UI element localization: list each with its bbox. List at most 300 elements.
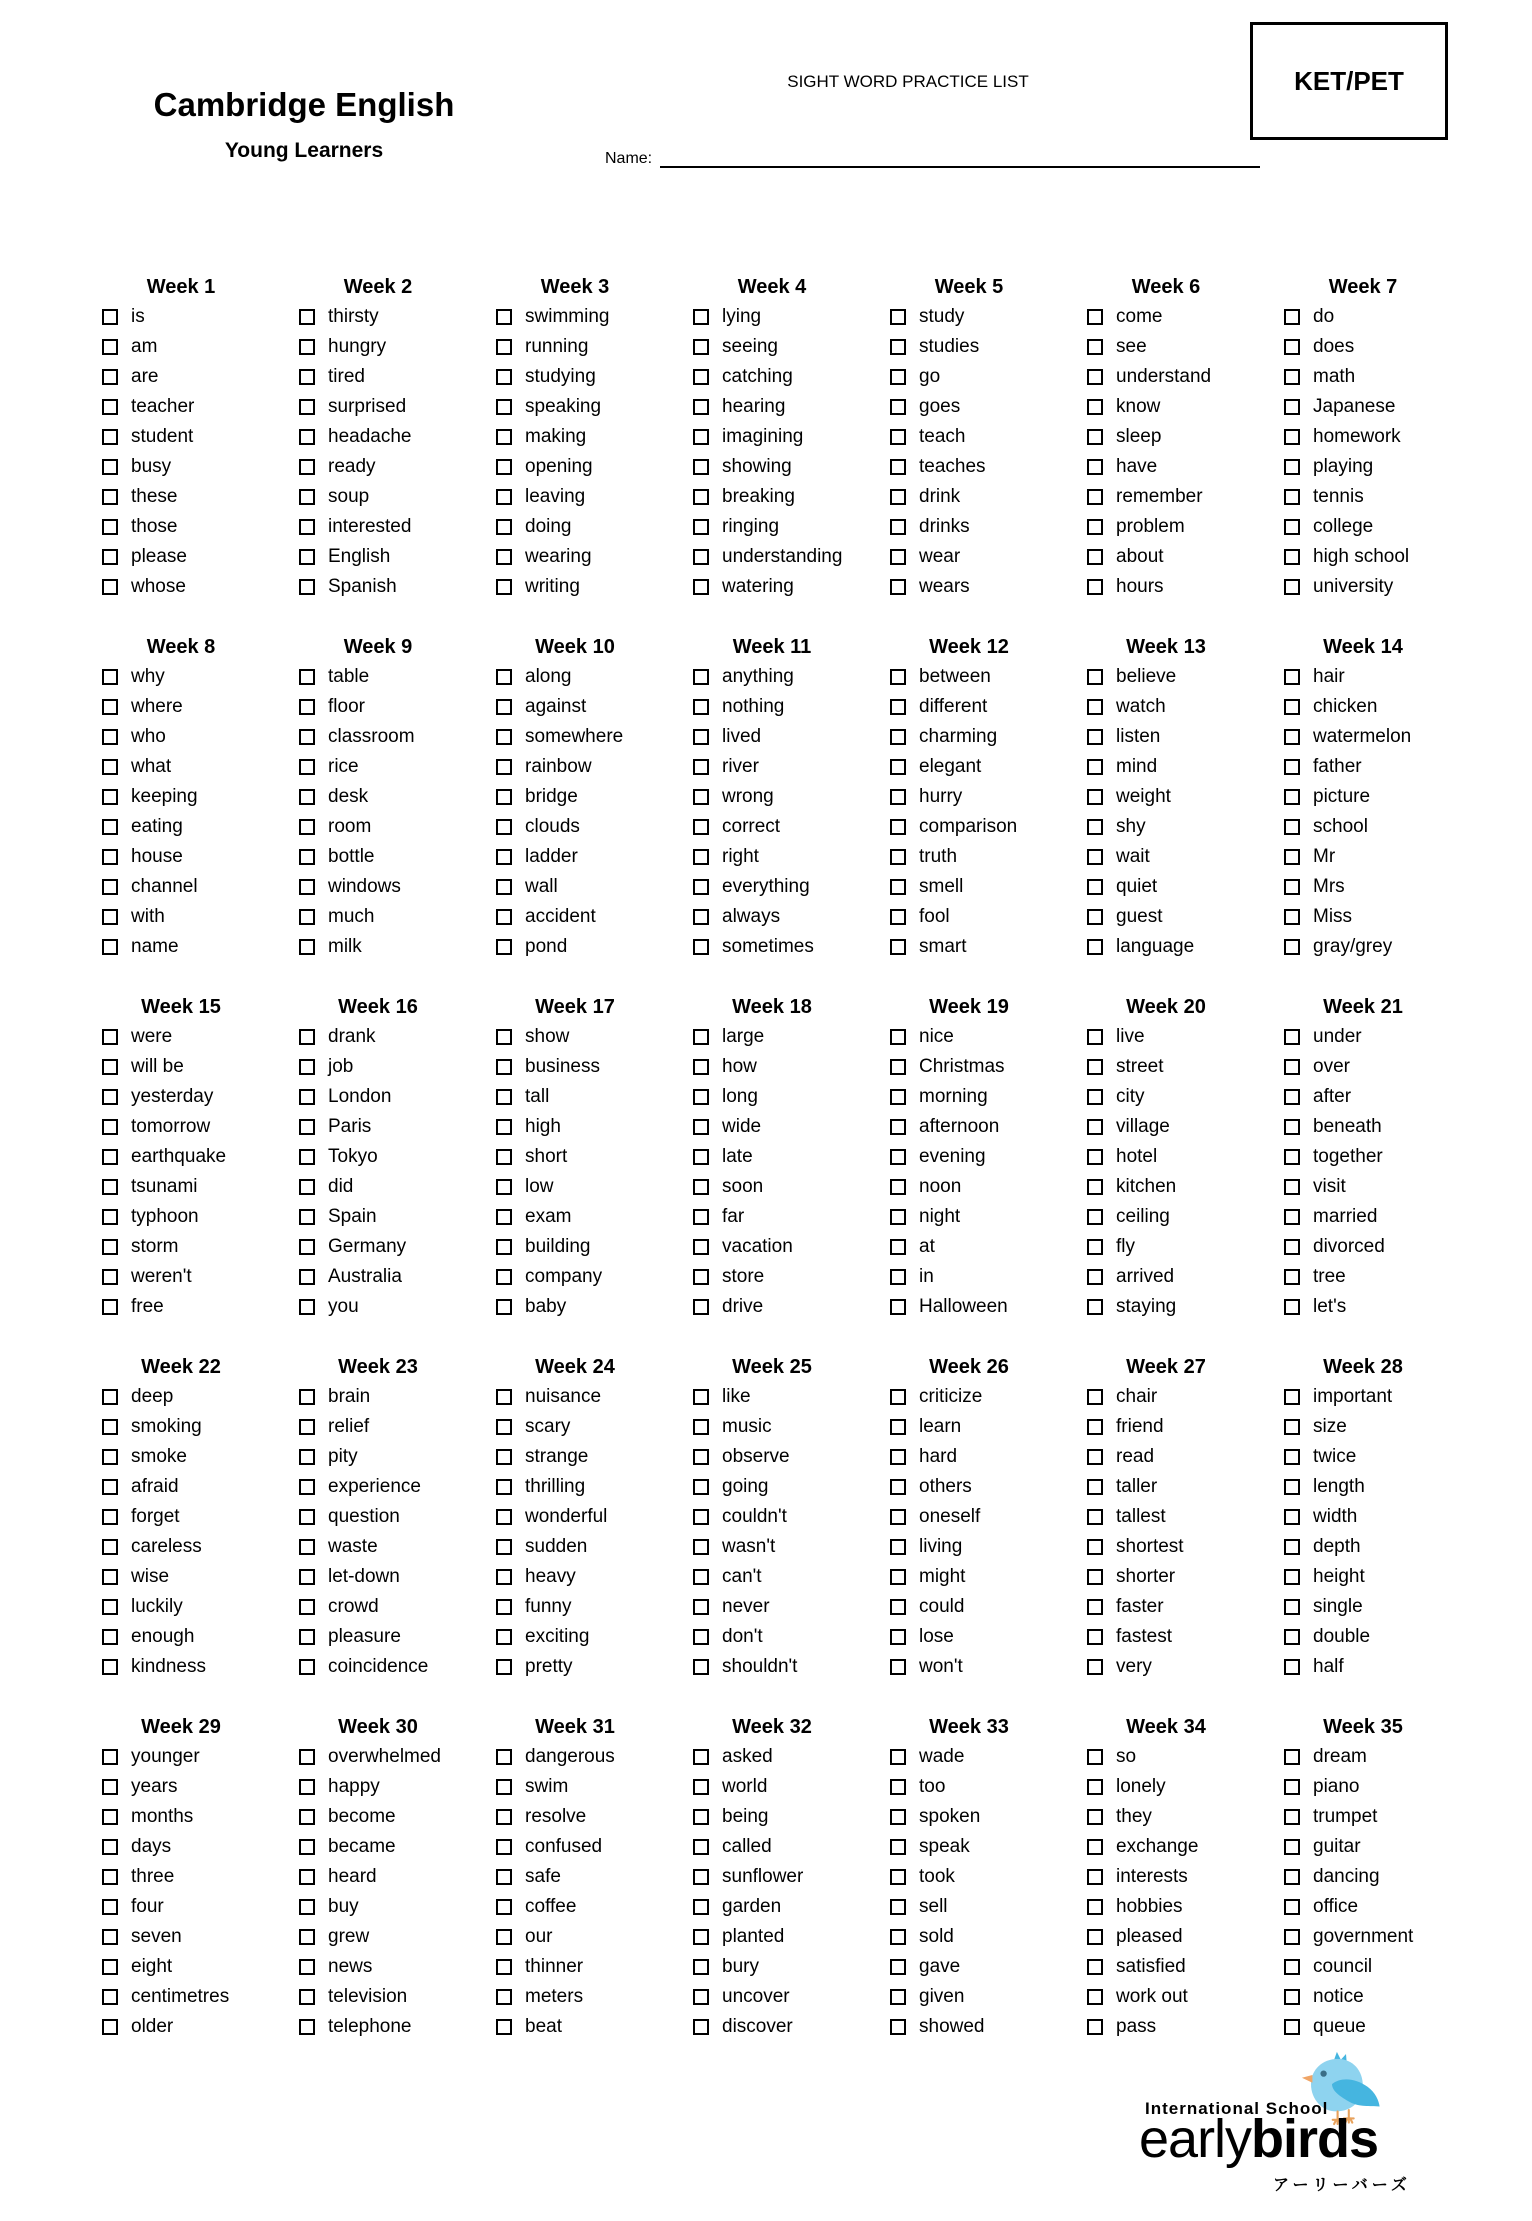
word-checkbox[interactable]: [890, 1509, 906, 1525]
word-checkbox[interactable]: [693, 1029, 709, 1045]
word-checkbox[interactable]: [496, 2019, 512, 2035]
word-checkbox[interactable]: [693, 549, 709, 565]
word-checkbox[interactable]: [890, 1239, 906, 1255]
word-checkbox[interactable]: [693, 1539, 709, 1555]
word-checkbox[interactable]: [1087, 489, 1103, 505]
word-checkbox[interactable]: [1284, 849, 1300, 865]
word-checkbox[interactable]: [1087, 1479, 1103, 1495]
word-checkbox[interactable]: [496, 1239, 512, 1255]
word-checkbox[interactable]: [496, 909, 512, 925]
word-checkbox[interactable]: [890, 369, 906, 385]
word-checkbox[interactable]: [496, 489, 512, 505]
word-checkbox[interactable]: [496, 759, 512, 775]
word-checkbox[interactable]: [1284, 819, 1300, 835]
word-checkbox[interactable]: [693, 459, 709, 475]
word-checkbox[interactable]: [102, 1389, 118, 1405]
word-checkbox[interactable]: [693, 1839, 709, 1855]
word-checkbox[interactable]: [693, 789, 709, 805]
word-checkbox[interactable]: [1087, 1839, 1103, 1855]
word-checkbox[interactable]: [496, 1929, 512, 1945]
word-checkbox[interactable]: [1087, 1239, 1103, 1255]
word-checkbox[interactable]: [496, 1599, 512, 1615]
word-checkbox[interactable]: [890, 1029, 906, 1045]
word-checkbox[interactable]: [1284, 1629, 1300, 1645]
word-checkbox[interactable]: [1087, 1749, 1103, 1765]
word-checkbox[interactable]: [1087, 579, 1103, 595]
word-checkbox[interactable]: [693, 1569, 709, 1585]
word-checkbox[interactable]: [890, 1929, 906, 1945]
word-checkbox[interactable]: [693, 1209, 709, 1225]
word-checkbox[interactable]: [693, 879, 709, 895]
word-checkbox[interactable]: [1087, 1419, 1103, 1435]
word-checkbox[interactable]: [693, 1089, 709, 1105]
word-checkbox[interactable]: [1284, 1209, 1300, 1225]
word-checkbox[interactable]: [693, 429, 709, 445]
word-checkbox[interactable]: [1087, 879, 1103, 895]
word-checkbox[interactable]: [299, 1869, 315, 1885]
word-checkbox[interactable]: [299, 1899, 315, 1915]
word-checkbox[interactable]: [693, 1449, 709, 1465]
word-checkbox[interactable]: [1284, 1239, 1300, 1255]
word-checkbox[interactable]: [1284, 1569, 1300, 1585]
word-checkbox[interactable]: [299, 369, 315, 385]
word-checkbox[interactable]: [890, 1959, 906, 1975]
word-checkbox[interactable]: [693, 1749, 709, 1765]
word-checkbox[interactable]: [1087, 1899, 1103, 1915]
word-checkbox[interactable]: [299, 1779, 315, 1795]
word-checkbox[interactable]: [1087, 669, 1103, 685]
word-checkbox[interactable]: [1284, 1029, 1300, 1045]
word-checkbox[interactable]: [496, 1269, 512, 1285]
word-checkbox[interactable]: [299, 1749, 315, 1765]
word-checkbox[interactable]: [890, 849, 906, 865]
word-checkbox[interactable]: [890, 939, 906, 955]
word-checkbox[interactable]: [1087, 1179, 1103, 1195]
word-checkbox[interactable]: [102, 1029, 118, 1045]
word-checkbox[interactable]: [299, 1659, 315, 1675]
word-checkbox[interactable]: [1087, 519, 1103, 535]
word-checkbox[interactable]: [1087, 1809, 1103, 1825]
word-checkbox[interactable]: [102, 549, 118, 565]
word-checkbox[interactable]: [496, 939, 512, 955]
word-checkbox[interactable]: [693, 939, 709, 955]
word-checkbox[interactable]: [890, 1899, 906, 1915]
word-checkbox[interactable]: [299, 939, 315, 955]
word-checkbox[interactable]: [496, 309, 512, 325]
word-checkbox[interactable]: [1087, 1569, 1103, 1585]
word-checkbox[interactable]: [496, 1779, 512, 1795]
word-checkbox[interactable]: [496, 1509, 512, 1525]
word-checkbox[interactable]: [1087, 1539, 1103, 1555]
word-checkbox[interactable]: [1284, 1539, 1300, 1555]
word-checkbox[interactable]: [890, 1089, 906, 1105]
word-checkbox[interactable]: [890, 1209, 906, 1225]
word-checkbox[interactable]: [890, 1749, 906, 1765]
word-checkbox[interactable]: [1284, 1059, 1300, 1075]
word-checkbox[interactable]: [299, 549, 315, 565]
word-checkbox[interactable]: [299, 2019, 315, 2035]
word-checkbox[interactable]: [1284, 789, 1300, 805]
word-checkbox[interactable]: [299, 1119, 315, 1135]
word-checkbox[interactable]: [1284, 939, 1300, 955]
word-checkbox[interactable]: [299, 1449, 315, 1465]
word-checkbox[interactable]: [496, 1299, 512, 1315]
word-checkbox[interactable]: [496, 1209, 512, 1225]
word-checkbox[interactable]: [299, 789, 315, 805]
word-checkbox[interactable]: [890, 789, 906, 805]
word-checkbox[interactable]: [693, 1269, 709, 1285]
word-checkbox[interactable]: [890, 1989, 906, 2005]
word-checkbox[interactable]: [102, 1089, 118, 1105]
word-checkbox[interactable]: [299, 1149, 315, 1165]
word-checkbox[interactable]: [299, 1629, 315, 1645]
word-checkbox[interactable]: [102, 1779, 118, 1795]
word-checkbox[interactable]: [1087, 339, 1103, 355]
word-checkbox[interactable]: [1087, 789, 1103, 805]
word-checkbox[interactable]: [102, 1989, 118, 2005]
word-checkbox[interactable]: [890, 1569, 906, 1585]
word-checkbox[interactable]: [1087, 729, 1103, 745]
word-checkbox[interactable]: [496, 1569, 512, 1585]
word-checkbox[interactable]: [496, 1869, 512, 1885]
word-checkbox[interactable]: [1284, 1119, 1300, 1135]
word-checkbox[interactable]: [299, 519, 315, 535]
word-checkbox[interactable]: [1284, 1809, 1300, 1825]
word-checkbox[interactable]: [1087, 1929, 1103, 1945]
word-checkbox[interactable]: [496, 1029, 512, 1045]
word-checkbox[interactable]: [890, 1839, 906, 1855]
word-checkbox[interactable]: [299, 1509, 315, 1525]
word-checkbox[interactable]: [693, 1929, 709, 1945]
word-checkbox[interactable]: [890, 1059, 906, 1075]
word-checkbox[interactable]: [1087, 1299, 1103, 1315]
word-checkbox[interactable]: [1087, 909, 1103, 925]
word-checkbox[interactable]: [496, 429, 512, 445]
word-checkbox[interactable]: [1284, 669, 1300, 685]
word-checkbox[interactable]: [102, 699, 118, 715]
word-checkbox[interactable]: [496, 1629, 512, 1645]
word-checkbox[interactable]: [1284, 1839, 1300, 1855]
word-checkbox[interactable]: [102, 1959, 118, 1975]
word-checkbox[interactable]: [299, 1839, 315, 1855]
word-checkbox[interactable]: [496, 1389, 512, 1405]
word-checkbox[interactable]: [299, 1569, 315, 1585]
word-checkbox[interactable]: [496, 399, 512, 415]
word-checkbox[interactable]: [102, 939, 118, 955]
word-checkbox[interactable]: [1087, 309, 1103, 325]
word-checkbox[interactable]: [496, 1989, 512, 2005]
word-checkbox[interactable]: [496, 1899, 512, 1915]
word-checkbox[interactable]: [299, 759, 315, 775]
word-checkbox[interactable]: [890, 879, 906, 895]
word-checkbox[interactable]: [890, 309, 906, 325]
word-checkbox[interactable]: [102, 1419, 118, 1435]
word-checkbox[interactable]: [890, 459, 906, 475]
word-checkbox[interactable]: [890, 819, 906, 835]
word-checkbox[interactable]: [102, 1209, 118, 1225]
word-checkbox[interactable]: [693, 1659, 709, 1675]
word-checkbox[interactable]: [1284, 699, 1300, 715]
word-checkbox[interactable]: [1087, 1509, 1103, 1525]
word-checkbox[interactable]: [496, 459, 512, 475]
word-checkbox[interactable]: [496, 699, 512, 715]
word-checkbox[interactable]: [102, 1599, 118, 1615]
word-checkbox[interactable]: [1087, 1209, 1103, 1225]
word-checkbox[interactable]: [1284, 759, 1300, 775]
word-checkbox[interactable]: [1284, 369, 1300, 385]
word-checkbox[interactable]: [890, 489, 906, 505]
word-checkbox[interactable]: [1087, 1629, 1103, 1645]
word-checkbox[interactable]: [693, 2019, 709, 2035]
word-checkbox[interactable]: [496, 369, 512, 385]
word-checkbox[interactable]: [299, 1029, 315, 1045]
word-checkbox[interactable]: [1087, 1779, 1103, 1795]
word-checkbox[interactable]: [693, 309, 709, 325]
word-checkbox[interactable]: [1284, 1959, 1300, 1975]
word-checkbox[interactable]: [693, 339, 709, 355]
word-checkbox[interactable]: [102, 1929, 118, 1945]
word-checkbox[interactable]: [299, 1929, 315, 1945]
word-checkbox[interactable]: [1284, 1929, 1300, 1945]
word-checkbox[interactable]: [496, 1659, 512, 1675]
word-checkbox[interactable]: [299, 1539, 315, 1555]
word-checkbox[interactable]: [299, 429, 315, 445]
word-checkbox[interactable]: [496, 1059, 512, 1075]
word-checkbox[interactable]: [299, 1599, 315, 1615]
word-checkbox[interactable]: [496, 549, 512, 565]
word-checkbox[interactable]: [693, 1479, 709, 1495]
word-checkbox[interactable]: [1284, 729, 1300, 745]
word-checkbox[interactable]: [299, 459, 315, 475]
word-checkbox[interactable]: [1284, 309, 1300, 325]
word-checkbox[interactable]: [299, 879, 315, 895]
word-checkbox[interactable]: [890, 549, 906, 565]
word-checkbox[interactable]: [1087, 459, 1103, 475]
word-checkbox[interactable]: [1087, 1449, 1103, 1465]
word-checkbox[interactable]: [299, 399, 315, 415]
word-checkbox[interactable]: [496, 1539, 512, 1555]
word-checkbox[interactable]: [693, 699, 709, 715]
word-checkbox[interactable]: [693, 1959, 709, 1975]
word-checkbox[interactable]: [299, 489, 315, 505]
word-checkbox[interactable]: [102, 1659, 118, 1675]
word-checkbox[interactable]: [102, 309, 118, 325]
word-checkbox[interactable]: [693, 1599, 709, 1615]
word-checkbox[interactable]: [496, 1449, 512, 1465]
word-checkbox[interactable]: [693, 1299, 709, 1315]
word-checkbox[interactable]: [102, 819, 118, 835]
word-checkbox[interactable]: [102, 1869, 118, 1885]
word-checkbox[interactable]: [299, 579, 315, 595]
word-checkbox[interactable]: [1087, 699, 1103, 715]
word-checkbox[interactable]: [102, 1629, 118, 1645]
word-checkbox[interactable]: [693, 519, 709, 535]
word-checkbox[interactable]: [496, 1809, 512, 1825]
word-checkbox[interactable]: [890, 1629, 906, 1645]
word-checkbox[interactable]: [102, 339, 118, 355]
word-checkbox[interactable]: [496, 879, 512, 895]
word-checkbox[interactable]: [1087, 399, 1103, 415]
word-checkbox[interactable]: [496, 789, 512, 805]
word-checkbox[interactable]: [890, 669, 906, 685]
word-checkbox[interactable]: [890, 1479, 906, 1495]
word-checkbox[interactable]: [1284, 1389, 1300, 1405]
word-checkbox[interactable]: [1087, 369, 1103, 385]
word-checkbox[interactable]: [1284, 1449, 1300, 1465]
word-checkbox[interactable]: [1284, 1179, 1300, 1195]
word-checkbox[interactable]: [890, 1869, 906, 1885]
word-checkbox[interactable]: [299, 699, 315, 715]
word-checkbox[interactable]: [299, 1299, 315, 1315]
word-checkbox[interactable]: [693, 1899, 709, 1915]
word-checkbox[interactable]: [299, 1089, 315, 1105]
word-checkbox[interactable]: [102, 429, 118, 445]
word-checkbox[interactable]: [102, 909, 118, 925]
word-checkbox[interactable]: [1284, 1269, 1300, 1285]
word-checkbox[interactable]: [299, 1389, 315, 1405]
word-checkbox[interactable]: [102, 1809, 118, 1825]
word-checkbox[interactable]: [693, 1779, 709, 1795]
word-checkbox[interactable]: [890, 519, 906, 535]
word-checkbox[interactable]: [1087, 1149, 1103, 1165]
word-checkbox[interactable]: [102, 1509, 118, 1525]
word-checkbox[interactable]: [693, 729, 709, 745]
word-checkbox[interactable]: [1284, 579, 1300, 595]
word-checkbox[interactable]: [496, 579, 512, 595]
word-checkbox[interactable]: [693, 489, 709, 505]
word-checkbox[interactable]: [496, 1149, 512, 1165]
word-checkbox[interactable]: [496, 1089, 512, 1105]
word-checkbox[interactable]: [496, 519, 512, 535]
word-checkbox[interactable]: [693, 1059, 709, 1075]
word-checkbox[interactable]: [1284, 2019, 1300, 2035]
word-checkbox[interactable]: [1087, 1389, 1103, 1405]
word-checkbox[interactable]: [1087, 1659, 1103, 1675]
word-checkbox[interactable]: [890, 699, 906, 715]
word-checkbox[interactable]: [1284, 549, 1300, 565]
word-checkbox[interactable]: [102, 1149, 118, 1165]
word-checkbox[interactable]: [102, 399, 118, 415]
word-checkbox[interactable]: [1284, 1299, 1300, 1315]
word-checkbox[interactable]: [1284, 1659, 1300, 1675]
word-checkbox[interactable]: [1087, 819, 1103, 835]
word-checkbox[interactable]: [890, 1299, 906, 1315]
word-checkbox[interactable]: [102, 1179, 118, 1195]
word-checkbox[interactable]: [693, 1179, 709, 1195]
word-checkbox[interactable]: [1087, 1029, 1103, 1045]
word-checkbox[interactable]: [693, 399, 709, 415]
word-checkbox[interactable]: [1284, 459, 1300, 475]
word-checkbox[interactable]: [299, 1959, 315, 1975]
word-checkbox[interactable]: [496, 669, 512, 685]
word-checkbox[interactable]: [1087, 849, 1103, 865]
word-checkbox[interactable]: [1087, 1269, 1103, 1285]
word-checkbox[interactable]: [890, 399, 906, 415]
word-checkbox[interactable]: [1087, 1089, 1103, 1105]
word-checkbox[interactable]: [1087, 759, 1103, 775]
word-checkbox[interactable]: [102, 1239, 118, 1255]
word-checkbox[interactable]: [693, 849, 709, 865]
word-checkbox[interactable]: [299, 1179, 315, 1195]
word-checkbox[interactable]: [1284, 339, 1300, 355]
word-checkbox[interactable]: [102, 759, 118, 775]
word-checkbox[interactable]: [890, 1659, 906, 1675]
word-checkbox[interactable]: [496, 339, 512, 355]
word-checkbox[interactable]: [102, 489, 118, 505]
word-checkbox[interactable]: [496, 729, 512, 745]
word-checkbox[interactable]: [496, 1179, 512, 1195]
word-checkbox[interactable]: [1087, 1059, 1103, 1075]
word-checkbox[interactable]: [102, 1749, 118, 1765]
word-checkbox[interactable]: [1087, 2019, 1103, 2035]
word-checkbox[interactable]: [1284, 519, 1300, 535]
word-checkbox[interactable]: [102, 849, 118, 865]
word-checkbox[interactable]: [1284, 1419, 1300, 1435]
word-checkbox[interactable]: [102, 1449, 118, 1465]
word-checkbox[interactable]: [693, 369, 709, 385]
word-checkbox[interactable]: [1284, 1869, 1300, 1885]
name-input-line[interactable]: [660, 146, 1260, 168]
word-checkbox[interactable]: [1284, 1779, 1300, 1795]
word-checkbox[interactable]: [890, 2019, 906, 2035]
word-checkbox[interactable]: [496, 1419, 512, 1435]
word-checkbox[interactable]: [102, 1899, 118, 1915]
word-checkbox[interactable]: [693, 1239, 709, 1255]
word-checkbox[interactable]: [102, 879, 118, 895]
word-checkbox[interactable]: [890, 1539, 906, 1555]
word-checkbox[interactable]: [693, 669, 709, 685]
word-checkbox[interactable]: [299, 729, 315, 745]
word-checkbox[interactable]: [890, 1779, 906, 1795]
word-checkbox[interactable]: [102, 1059, 118, 1075]
word-checkbox[interactable]: [1087, 1959, 1103, 1975]
word-checkbox[interactable]: [496, 1749, 512, 1765]
word-checkbox[interactable]: [496, 1959, 512, 1975]
word-checkbox[interactable]: [693, 759, 709, 775]
word-checkbox[interactable]: [1284, 1479, 1300, 1495]
word-checkbox[interactable]: [299, 1479, 315, 1495]
word-checkbox[interactable]: [693, 1119, 709, 1135]
word-checkbox[interactable]: [1284, 489, 1300, 505]
word-checkbox[interactable]: [890, 429, 906, 445]
word-checkbox[interactable]: [299, 1059, 315, 1075]
word-checkbox[interactable]: [102, 729, 118, 745]
word-checkbox[interactable]: [890, 1449, 906, 1465]
word-checkbox[interactable]: [1284, 1149, 1300, 1165]
word-checkbox[interactable]: [102, 2019, 118, 2035]
word-checkbox[interactable]: [890, 1809, 906, 1825]
word-checkbox[interactable]: [1284, 1089, 1300, 1105]
word-checkbox[interactable]: [102, 1299, 118, 1315]
word-checkbox[interactable]: [1284, 1509, 1300, 1525]
word-checkbox[interactable]: [890, 1269, 906, 1285]
word-checkbox[interactable]: [299, 1239, 315, 1255]
word-checkbox[interactable]: [1087, 1869, 1103, 1885]
word-checkbox[interactable]: [1284, 909, 1300, 925]
word-checkbox[interactable]: [693, 579, 709, 595]
word-checkbox[interactable]: [299, 309, 315, 325]
word-checkbox[interactable]: [890, 1149, 906, 1165]
word-checkbox[interactable]: [693, 819, 709, 835]
word-checkbox[interactable]: [1087, 939, 1103, 955]
word-checkbox[interactable]: [693, 1149, 709, 1165]
word-checkbox[interactable]: [299, 1419, 315, 1435]
word-checkbox[interactable]: [299, 1209, 315, 1225]
word-checkbox[interactable]: [1284, 399, 1300, 415]
word-checkbox[interactable]: [890, 909, 906, 925]
word-checkbox[interactable]: [299, 909, 315, 925]
word-checkbox[interactable]: [1087, 1989, 1103, 2005]
